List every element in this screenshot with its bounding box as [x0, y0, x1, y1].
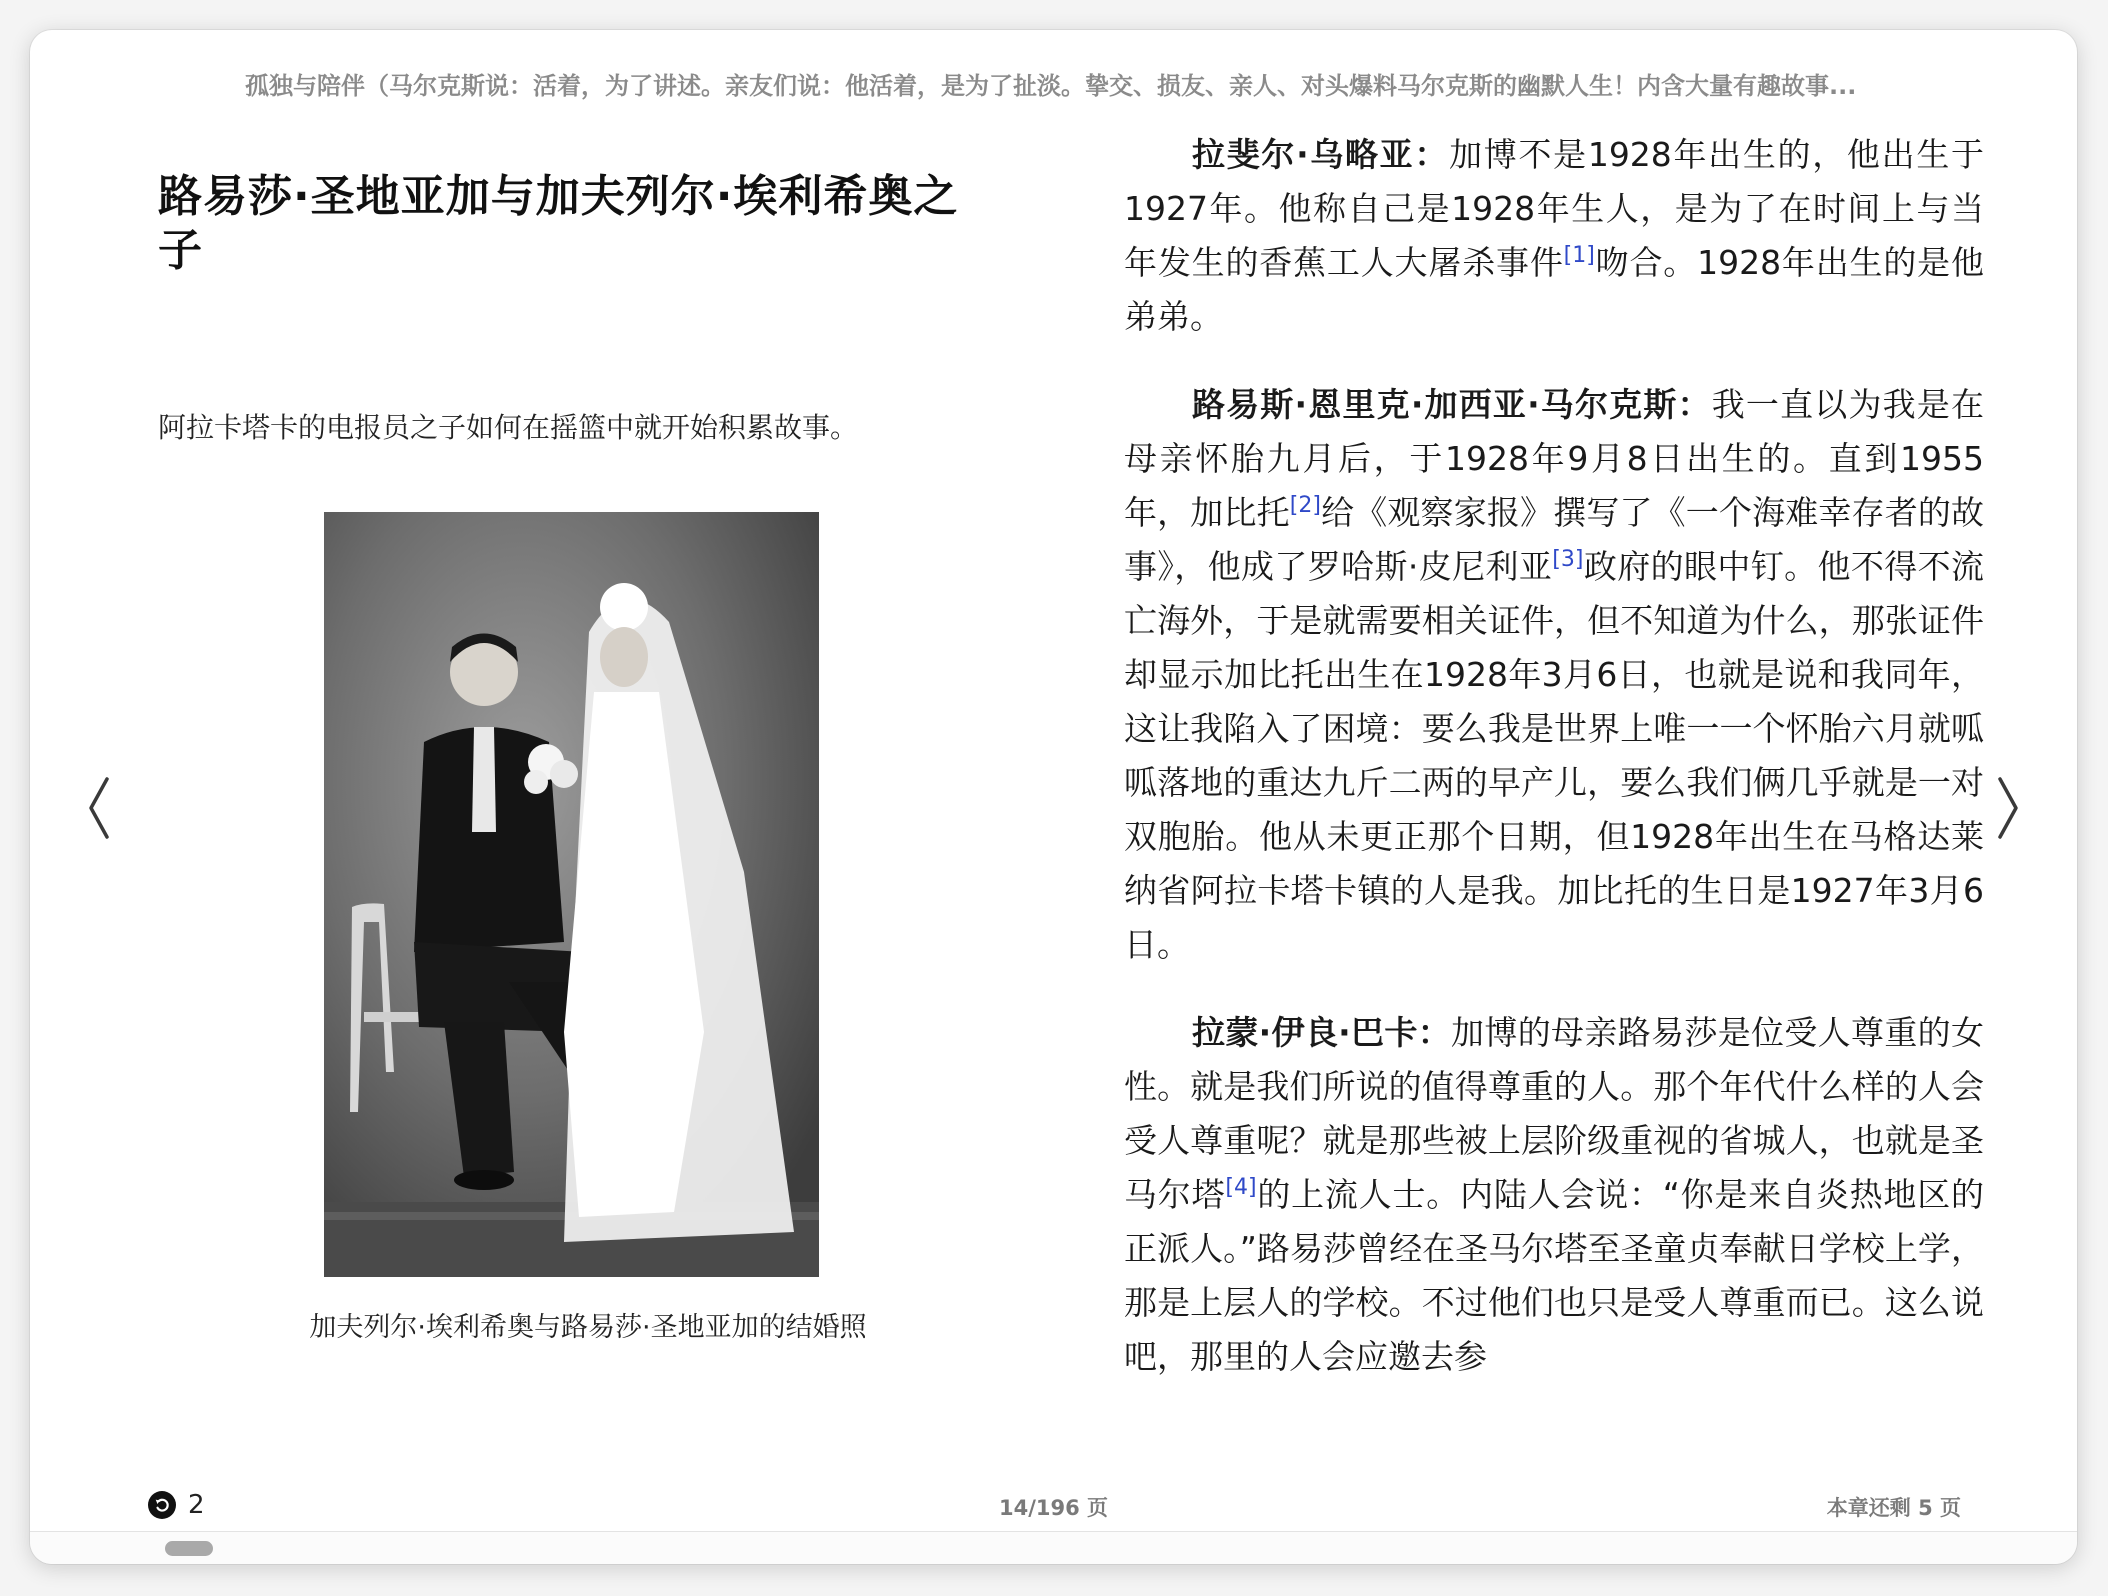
reader-window [30, 30, 2077, 1564]
paragraph-text: 吻合。1928年出生的是他弟弟。 [1124, 243, 1985, 336]
book-title: 孤独与陪伴（马尔克斯说：活着，为了讲述。亲友们说：他活着，是为了扯淡。挚交、损友、亲人、对头爆料马尔克斯的幽默人生！内含大量有趣故事... [245, 72, 1857, 100]
chapter-title: 路易莎·圣地亚加与加夫列尔·埃利希奥之子 [158, 171, 959, 276]
page-indicator: 14/196 页 [998, 1496, 1109, 1520]
paragraph-text: 的上流人士。内陆人会说：“你是来自炎热地区的正派人。”路易莎曾经在圣马尔塔至圣童贞奉献日学校上学，那是上层人的学校。不过他们也只是受人尊重而已。这么说吧，那里的人会应邀去参 [1124, 1175, 1984, 1376]
paragraph-illan-bacca [1124, 1006, 1984, 1384]
scrollbar-thumb[interactable] [165, 1541, 213, 1556]
previous-page-button[interactable] [68, 758, 128, 858]
footnote-link-1[interactable]: [1] [1563, 243, 1595, 268]
undo-count: 2 [188, 1490, 205, 1520]
footnote-link-3[interactable]: [3] [1552, 547, 1584, 572]
left-page [158, 170, 1018, 1343]
next-page-button[interactable] [1979, 758, 2039, 858]
speaker-name: 拉蒙·伊良·巴卡： [1192, 1013, 1452, 1052]
chevron-right-icon [1996, 775, 2022, 841]
paragraph-text: 政府的眼中钉。他不得不流亡海外，于是就需要相关证件，但不知道为什么，那张证件却显示加比托出生在1928年3月6日，也就是说和我同年，这让我陷入了困境：要么我是世界上唯一一个怀胎六月就呱呱落地的重达九斤二两的早产儿，要么我们俩几乎就是一对双胞胎。他从未更正那个日期，但1928年出生在马格达莱纳省阿拉卡塔卡镇的人是我。加比托的生日是1927年3月6日。 [1124, 547, 1985, 964]
wedding-photo[interactable] [324, 512, 819, 1277]
footnote-link-4[interactable]: [4] [1225, 1175, 1257, 1200]
horizontal-scrollbar[interactable] [30, 1531, 2077, 1564]
wedding-photo-illustration [324, 512, 819, 1277]
chapter-remaining-pages: 本章还剩 5 页 [1826, 1496, 1961, 1520]
right-page [1124, 128, 1984, 1418]
chevron-left-icon [85, 775, 111, 841]
speaker-name: 路易斯·恩里克·加西亚·马尔克斯： [1192, 385, 1712, 424]
paragraph-text: 加博不是1928年出生的，他出生于1927年。他称自己是1928年生人，是为了在时间上与当年发生的香蕉工人大屠杀事件 [1124, 135, 1985, 282]
figure-caption: 加夫列尔·埃利希奥与路易莎·圣地亚加的结婚照 [309, 1312, 867, 1343]
paragraph-text: 给《观察家报》撰写了《一个海难幸存者的故事》，他成了罗哈斯·皮尼利亚 [1124, 493, 1984, 586]
paragraph-text: 加博的母亲路易莎是位受人尊重的女性。就是我们所说的值得尊重的人。那个年代什么样的人会受人尊重呢？就是那些被上层阶级重视的省城人，也就是圣马尔塔 [1124, 1013, 1984, 1214]
chapter-subtitle: 阿拉卡塔卡的电报员之子如何在摇篮中就开始积累故事。 [158, 411, 859, 444]
paragraph-ulloa [1124, 128, 1984, 344]
paragraph-luis-enrique [1124, 378, 1984, 972]
speaker-name: 拉斐尔·乌略亚： [1192, 135, 1450, 174]
paragraph-text: 我一直以为我是在母亲怀胎九月后，于1928年9月8日出生的。直到1955年，加比托 [1124, 385, 1984, 532]
footnote-link-2[interactable]: [2] [1289, 493, 1321, 518]
figure [158, 512, 1018, 1344]
